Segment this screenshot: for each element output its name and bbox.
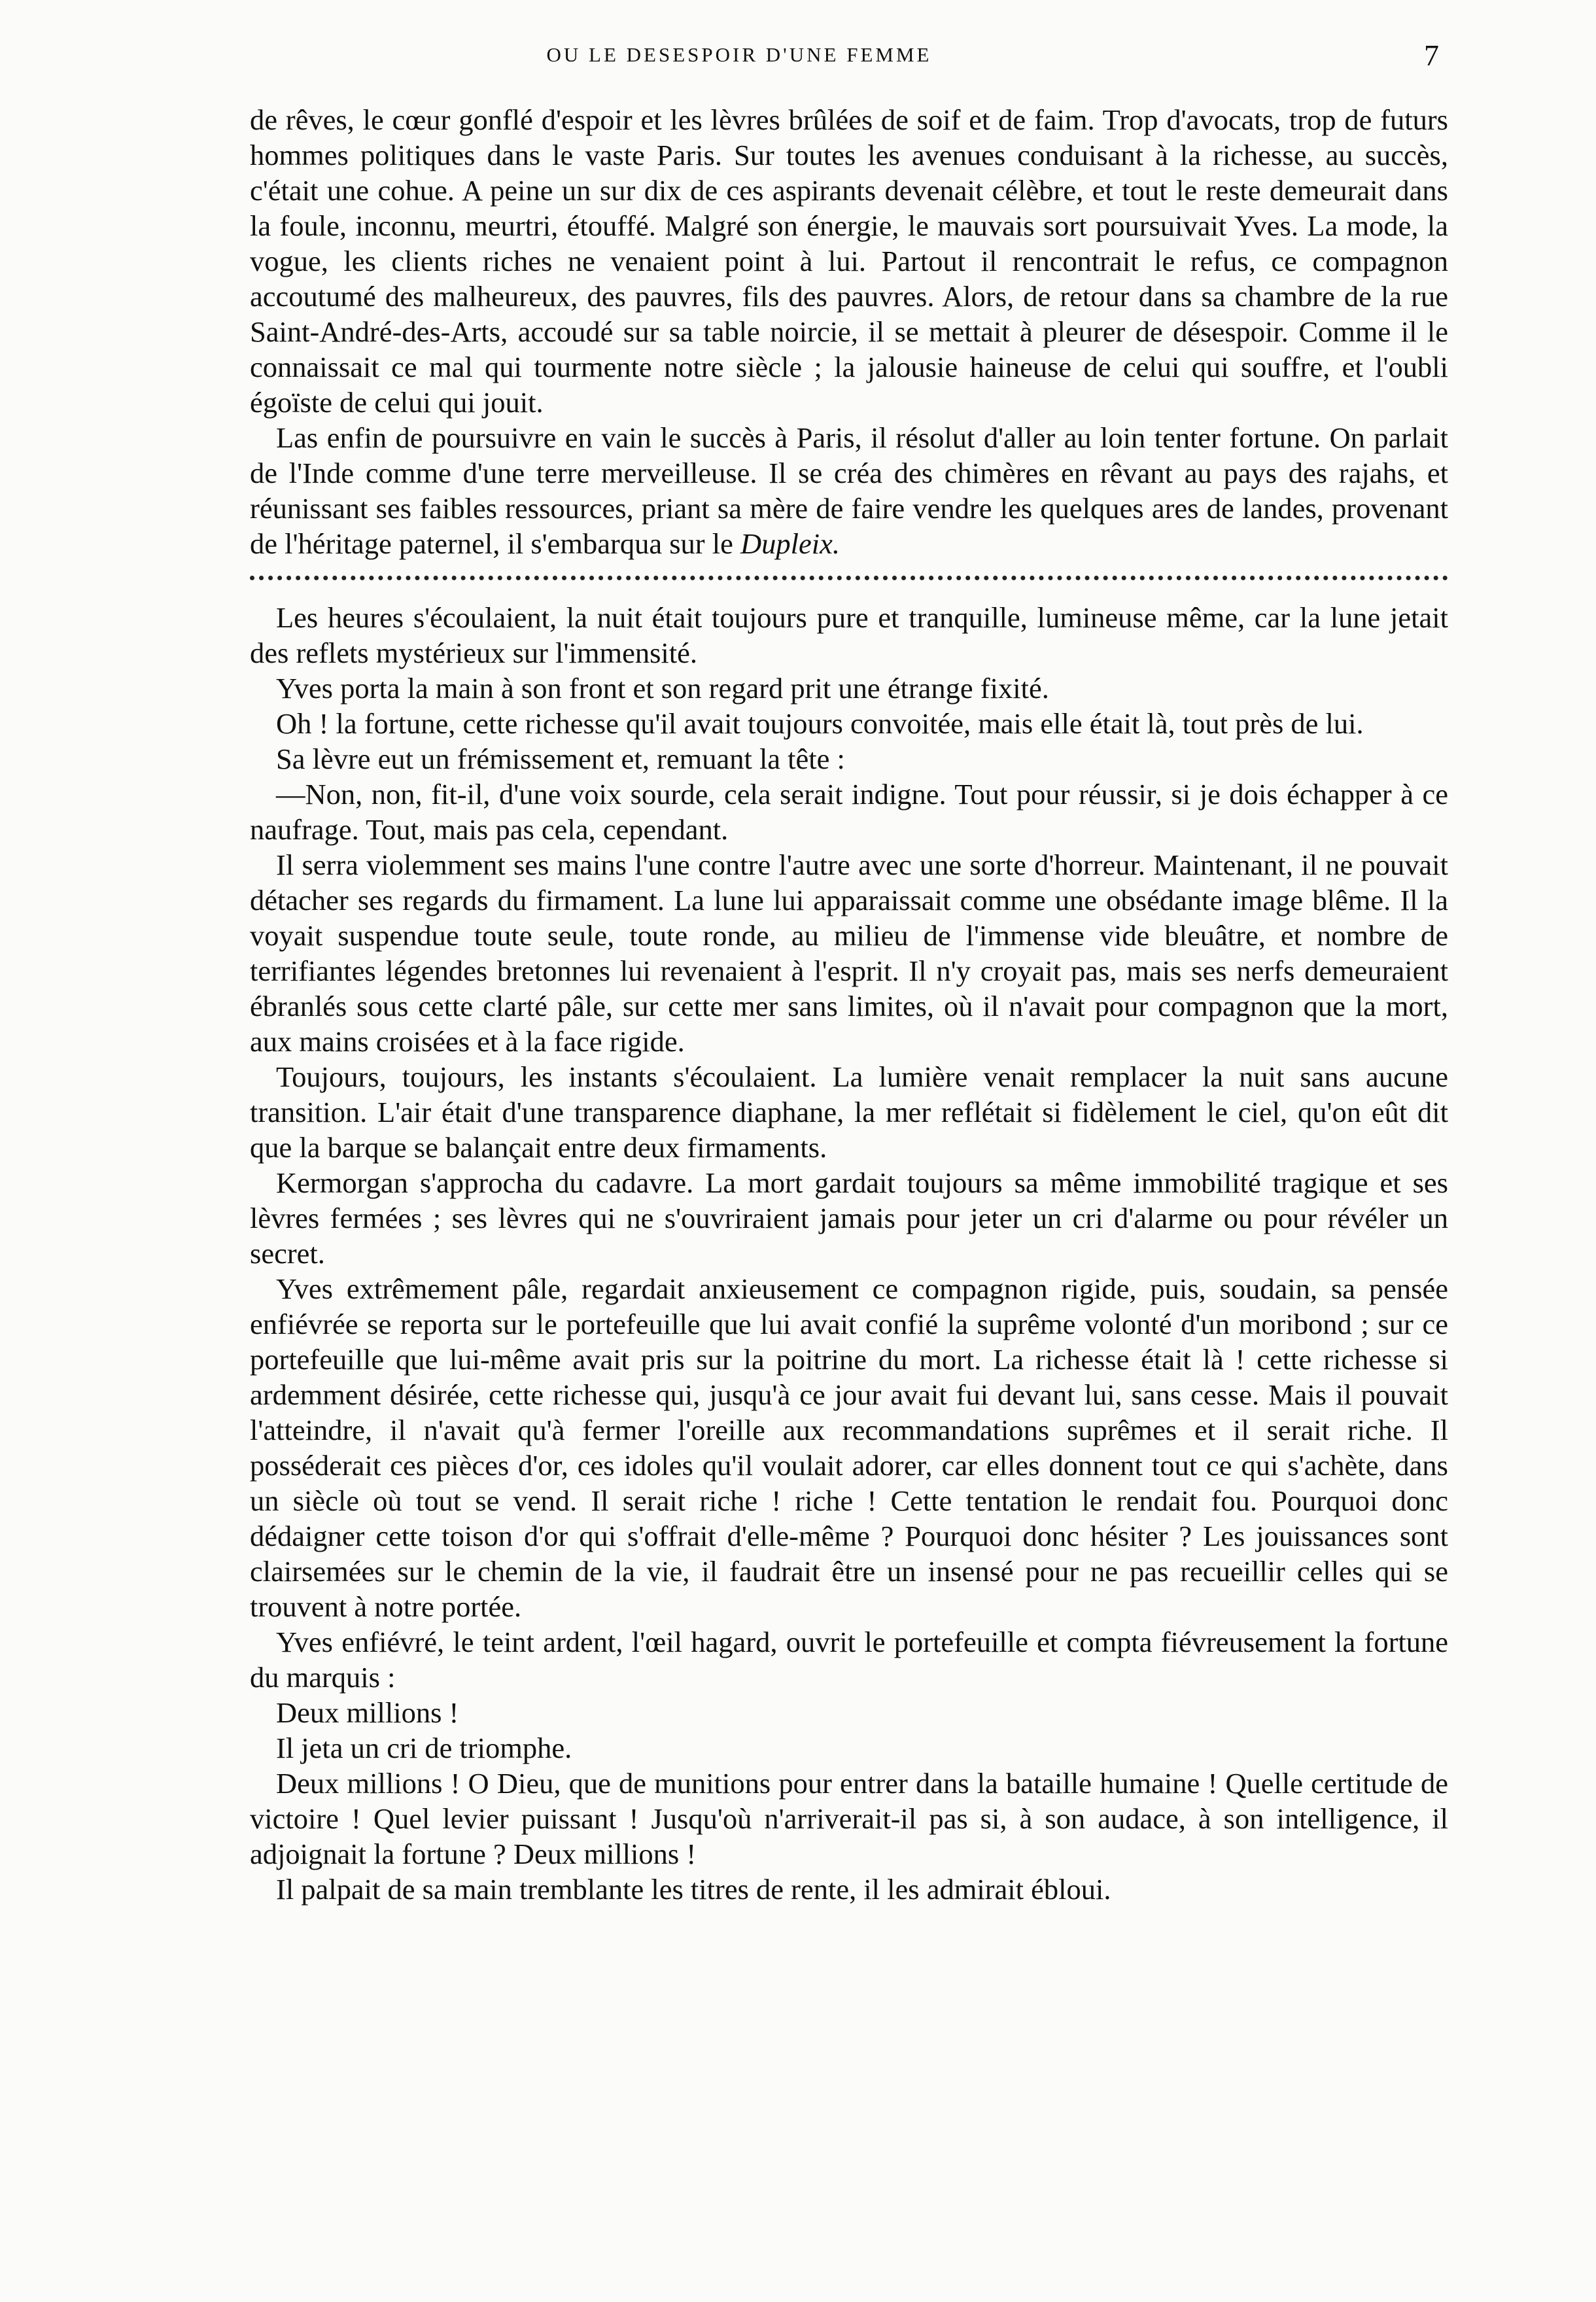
paragraph: de rêves, le cœur gonflé d'espoir et les lèvres brûlées de soif et de faim. Trop d'avocats, trop de futurs hommes politiques dans le vaste Paris. Sur toutes les avenues conduisant à la richesse, au succès, c'était une cohue. A peine un sur dix de ces aspirants devenait célèbre, et tout le reste demeurait dans la foule, inconnu, meurtri, étouffé. Malgré son énergie, le mauvais sort poursuivait Yves. La mode, la vogue, les clients riches ne venaient point à lui. Partout il rencontrait le refus, ce compagnon accoutumé des malheureux, des pauvres, fils des pauvres. Alors, de retour dans sa chambre de la rue Saint-André-des-Arts, accoudé sur sa table noircie, il se mettait à pleurer de désespoir. Comme il le connaissait ce mal qui tourmente notre siècle ; la jalousie haineuse de celui qui souffre, et l'oubli égoïste de celui qui jouit.: [250, 103, 1448, 419]
paragraph: Deux millions !: [276, 1696, 459, 1729]
paragraph: Il serra violemment ses mains l'une contre l'autre avec une sorte d'horreur. Maintenant, il ne pouvait détacher ses regards du firmament. La lune lui apparaissait comme une obsédante image blême. Il la voyait suspendue toute seule, toute ronde, au milieu de l'immense vide bleuâtre, et nombre de terrifiantes légendes bretonnes lui revenaient à l'esprit. Il n'y croyait pas, mais ses nerfs demeuraient ébranlés sous cette clarté pâle, sur cette mer sans limites, où il n'avait pour compagnon que la mort, aux mains croisées et à la face rigide.: [250, 848, 1448, 1058]
paragraph: Il jeta un cri de triomphe.: [276, 1732, 572, 1764]
paragraph: Sa lèvre eut un frémissement et, remuant la tête :: [276, 742, 845, 775]
section-separator: [250, 576, 1448, 580]
ship-name: Dupleix.: [740, 527, 840, 560]
paragraph: Deux millions ! O Dieu, que de munitions pour entrer dans la bataille humaine ! Quelle certitude de victoire ! Quel levier puissant ! Jusqu'où n'arriverait-il pas si, à son audace, à son intelligence, il adjoignait la fortune ? Deux millions !: [250, 1767, 1448, 1870]
paragraph: Les heures s'écoulaient, la nuit était toujours pure et tranquille, lumineuse même, car la lune jetait des reflets mystérieux sur l'immensité.: [250, 601, 1448, 669]
paragraph: Oh ! la fortune, cette richesse qu'il avait toujours convoitée, mais elle était là, tout près de lui.: [276, 707, 1364, 740]
paragraph: Yves enfiévré, le teint ardent, l'œil hagard, ouvrit le portefeuille et compta fiévreusement la fortune du marquis :: [250, 1626, 1448, 1694]
paragraph: Toujours, toujours, les instants s'écoulaient. La lumière venait remplacer la nuit sans aucune transition. L'air était d'une transparence diaphane, la mer reflétait si fidèlement le ciel, qu'on eût dit que la barque se balançait entre deux firmaments.: [250, 1060, 1448, 1164]
page-header: [249, 39, 1439, 82]
paragraph: —Non, non, fit-il, d'une voix sourde, cela serait indigne. Tout pour réussir, si je dois échapper à ce naufrage. Tout, mais pas cela, cependant.: [250, 778, 1448, 846]
paragraph: Kermorgan s'approcha du cadavre. La mort gardait toujours sa même immobilité tragique et ses lèvres fermées ; ses lèvres qui ne s'ouvriraient jamais pour jeter un cri d'alarme ou pour révéler un secret.: [250, 1166, 1448, 1270]
body-text: [250, 102, 1448, 1907]
running-title: OU LE DESESPOIR D'UNE FEMME: [546, 43, 932, 66]
paragraph: Yves extrêmement pâle, regardait anxieusement ce compagnon rigide, puis, soudain, sa pensée enfiévrée se reporta sur le portefeuille que lui avait confié la suprême volonté d'un moribond ; sur ce portefeuille que lui-même avait pris sur la poitrine du mort. La richesse était là ! cette richesse si ardemment désirée, cette richesse qui, jusqu'à ce jour avait fui devant lui, sans cesse. Mais il pouvait l'atteindre, il n'avait qu'à fermer l'oreille aux recommandations suprêmes et il serait riche. Il posséderait ces pièces d'or, ces idoles qu'il voulait adorer, car elles donnent tout ce qui s'achète, dans un siècle où tout se vend. Il serait riche ! riche ! Cette tentation le rendait fou. Pourquoi donc dédaigner cette toison d'or qui s'offrait d'elle-même ? Pourquoi donc hésiter ? Les jouissances sont clairsemées sur le chemin de la vie, il faudrait être un insensé pour ne pas recueillir celles qui se trouvent à notre portée.: [250, 1272, 1448, 1623]
paragraph: [250, 420, 1448, 561]
paragraph: Yves porta la main à son front et son regard prit une étrange fixité.: [276, 672, 1049, 705]
paragraph-text: Las enfin de poursuivre en vain le succès à Paris, il résolut d'aller au loin tenter fortune. On parlait de l'Inde comme d'une terre merveilleuse. Il se créa des chimères en rêvant au pays des rajahs, et réunissant ses faibles ressources, priant sa mère de faire vendre les quelques ares de landes, provenant de l'héritage paternel, il s'embarqua sur le: [250, 421, 1448, 560]
page-number: 7: [1424, 39, 1439, 72]
paragraph: Il palpait de sa main tremblante les titres de rente, il les admirait ébloui.: [276, 1873, 1111, 1906]
